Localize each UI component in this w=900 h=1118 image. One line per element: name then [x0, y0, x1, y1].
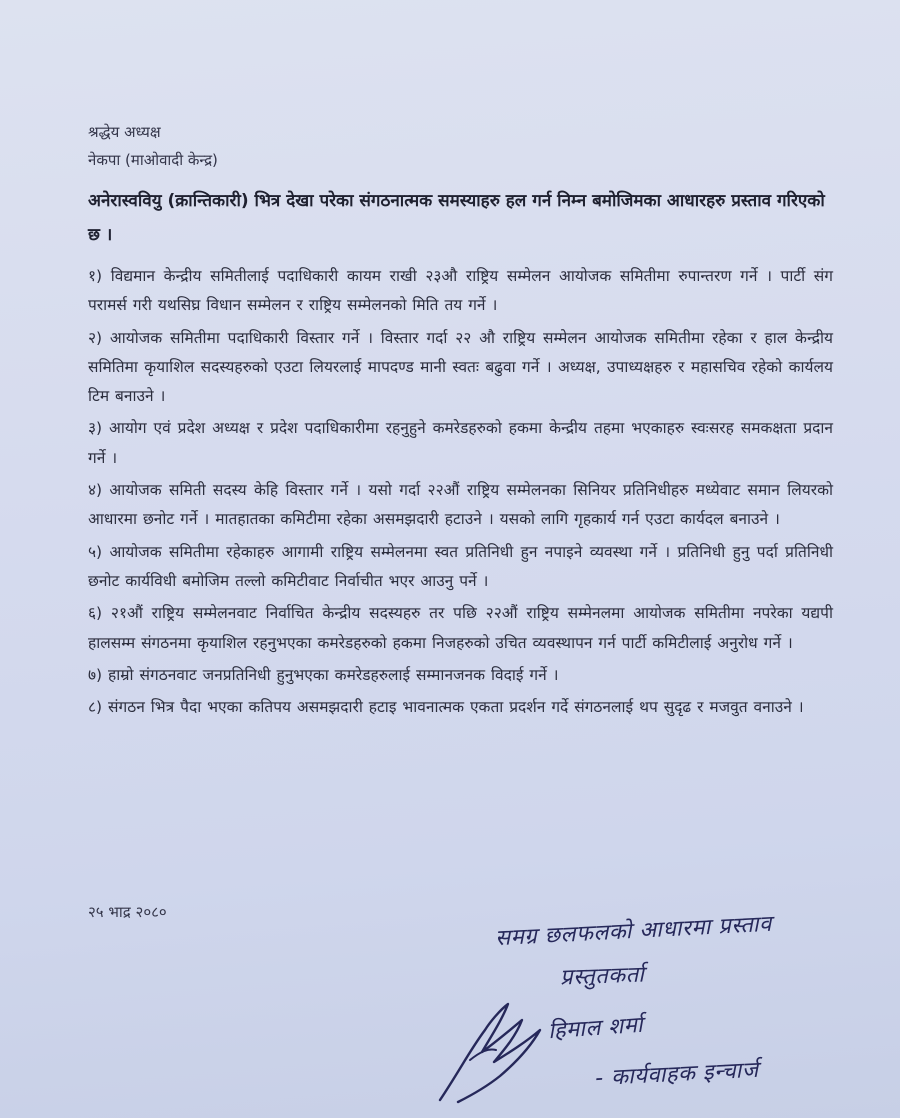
salutation-line-2: नेकपा (माओवादी केन्द्र) — [88, 151, 218, 169]
signature-scribble — [430, 990, 560, 1110]
handwritten-note-line-4: - कार्यवाहक इन्चार्ज — [594, 1057, 760, 1092]
proposal-headline: अनेरास्ववियु (क्रान्तिकारी) भित्र देखा परेका संगठनात्मक समस्याहरु हल गर्न निम्न बमोजिमका आधारहरु प्रस्ताव गरिएको छ । — [88, 191, 825, 245]
proposal-item-5: ५) आयोजक समितीमा रहेकाहरु आगामी राष्ट्रिय सम्मेलनमा स्वत प्रतिनिधी हुन नपाइने व्यवस्था गर्ने । प्रतिनिधी हुनु पर्दा प्रतिनिधी छनोट कार्यविधी बमोजिम तल्लो कमिटीवाट निर्वाचीत भएर आउनु पर्ने । — [88, 542, 833, 590]
proposal-item-8: ८) संगठन भित्र पैदा भएका कतिपय असमझदारी हटाइ भावनात्मक एकता प्रदर्शन गर्दे संगठनलाई थप सुदृढ र मजवुत वनाउने । — [88, 698, 804, 717]
handwritten-note-line-1: समग्र छलफलको आधारमा प्रस्ताव — [494, 911, 773, 952]
proposal-item-7: ७) हाम्रो संगठनवाट जनप्रतिनिधी हुनुभएका कमरेडहरुलाई सम्मानजनक विदाई गर्ने । — [88, 665, 559, 684]
proposal-items — [88, 262, 833, 725]
handwritten-note-line-3: हिमाल शर्मा — [547, 1012, 644, 1045]
proposal-item-6: ६) २१औं राष्ट्रिय सम्मेलनवाट निर्वाचित केन्द्रीय सदस्यहरु तर पछि २२औं राष्ट्रिय सम्मेनलमा आयोजक समितीमा नपरेका यद्यपी हालसम्म संगठनमा कृयाशिल रहनुभएका कमरेडहरुको हकमा निजहरुको उचित व्यवस्थापन गर्न पार्टी कमिटीलाई अनुरोध गर्ने । — [88, 604, 833, 652]
proposal-item-4: ४) आयोजक समिती सदस्य केहि विस्तार गर्ने । यसो गर्दा २२औं राष्ट्रिय सम्मेलनका सिनियर प्रतिनिधीहरु मध्येवाट समान लियरको आधारमा छनोट गर्ने । मातहातका कमिटीमा रहेका असमझदारी हटाउने । यसको लागि गृहकार्य गर्न एउटा कार्यदल बनाउने । — [88, 481, 833, 529]
proposal-item-2: २) आयोजक समितीमा पदाधिकारी विस्तार गर्ने । विस्तार गर्दा २२ औ राष्ट्रिय सम्मेलन आयोजक समितीमा रहेका र हाल केन्द्रीय समितिमा कृयाशिल सदस्यहरुको एउटा लियरलाई मापदण्ड मानी स्वतः बढुवा गर्ने । अध्यक्ष, उपाध्यक्षहरु र महासचिव रहेको कार्यलय टिम बनाउने । — [88, 328, 833, 406]
letter-date: २५ भाद्र २०८० — [88, 903, 167, 921]
handwritten-note-line-2: प्रस्तुतकर्ता — [559, 962, 645, 991]
proposal-item-1: १) विद्यमान केन्द्रीय समितीलाई पदाधिकारी कायम राखी २३औ राष्ट्रिय सम्मेलन आयोजक समितीमा रुपान्तरण गर्ने । पार्टी संग परामर्स गरी यथसिघ्र विधान सम्मेलन र राष्ट्रिय सम्मेलनको मिति तय गर्ने । — [88, 267, 833, 315]
proposal-item-3: ३) आयोग एवं प्रदेश अध्यक्ष र प्रदेश पदाधिकारीमा रहनुहुने कमरेडहरुको हकमा केन्द्रीय तहमा भएकाहरु स्वःसरह समकक्षता प्रदान गर्ने । — [88, 419, 833, 467]
salutation — [88, 118, 218, 174]
salutation-line-1: श्रद्धेय अध्यक्ष — [88, 123, 161, 141]
